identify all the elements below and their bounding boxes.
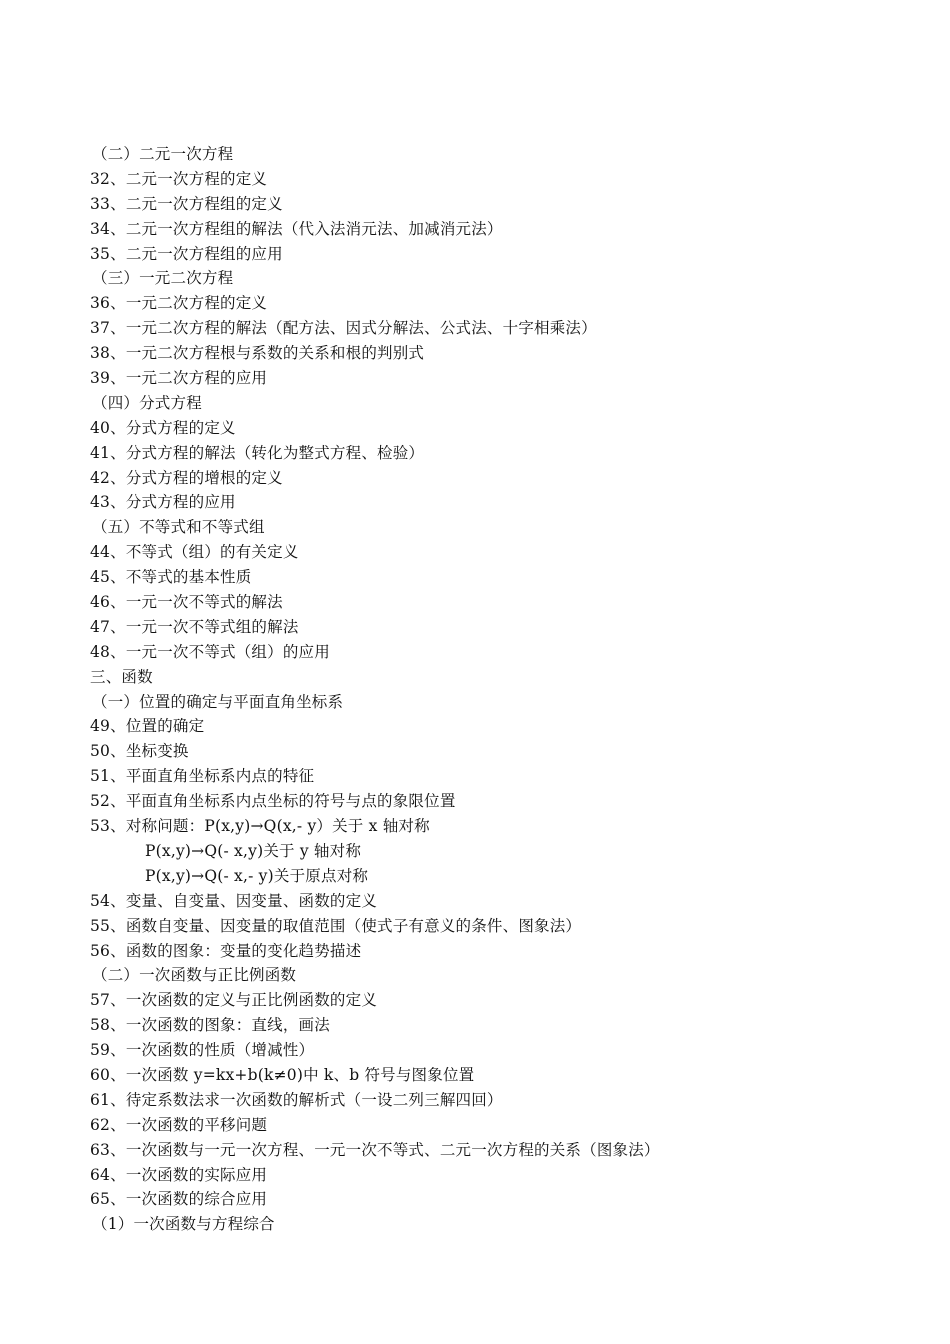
outline-item: 44、不等式（组）的有关定义 bbox=[90, 543, 299, 562]
outline-item: 65、一次函数的综合应用 bbox=[90, 1190, 268, 1209]
outline-item: 52、平面直角坐标系内点坐标的符号与点的象限位置 bbox=[90, 792, 456, 811]
outline-item: 59、一次函数的性质（增减性） bbox=[90, 1041, 315, 1060]
outline-item: 40、分式方程的定义 bbox=[90, 418, 236, 437]
outline-item: 54、变量、自变量、因变量、函数的定义 bbox=[90, 891, 378, 910]
outline-item: 56、函数的图象：变量的变化趋势描述 bbox=[90, 941, 362, 960]
outline-item: 37、一元二次方程的解法（配方法、因式分解法、公式法、十字相乘法） bbox=[90, 319, 597, 338]
outline-item: 39、一元二次方程的应用 bbox=[90, 369, 268, 388]
section-heading: （四）分式方程 bbox=[92, 393, 202, 412]
outline-item: 35、二元一次方程组的应用 bbox=[90, 244, 283, 263]
outline-item: 53、对称问题：P(x,y)→Q(x,- y）关于 x 轴对称 bbox=[90, 817, 430, 836]
section-heading: （1）一次函数与方程综合 bbox=[92, 1215, 275, 1234]
outline-item: 61、待定系数法求一次函数的解析式（一设二列三解四回） bbox=[90, 1090, 503, 1109]
outline-item: 32、二元一次方程的定义 bbox=[90, 169, 268, 188]
outline-item: 38、一元二次方程根与系数的关系和根的判别式 bbox=[90, 344, 425, 363]
section-heading: （二）二元一次方程 bbox=[92, 145, 234, 163]
outline-item: 34、二元一次方程组的解法（代入法消元法、加减消元法） bbox=[90, 219, 503, 238]
outline-item: 41、分式方程的解法（转化为整式方程、检验） bbox=[90, 443, 425, 462]
outline-item: 46、一元一次不等式的解法 bbox=[90, 593, 283, 612]
outline-item: 55、函数自变量、因变量的取值范围（使式子有意义的条件、图象法） bbox=[90, 916, 582, 935]
outline-item: 43、分式方程的应用 bbox=[90, 493, 236, 512]
outline-item: 57、一次函数的定义与正比例函数的定义 bbox=[90, 991, 378, 1010]
outline-item: 36、一元二次方程的定义 bbox=[90, 294, 268, 313]
outline-item: 42、分式方程的增根的定义 bbox=[90, 468, 283, 487]
outline-item: 51、平面直角坐标系内点的特征 bbox=[90, 767, 315, 786]
section-heading: （二）一次函数与正比例函数 bbox=[92, 966, 297, 985]
outline-item: 63、一次函数与一元一次方程、一元一次不等式、二元一次方程的关系（图象法） bbox=[90, 1140, 660, 1159]
outline-item: 60、一次函数 y=kx+b(k≠0)中 k、b 符号与图象位置 bbox=[90, 1065, 475, 1084]
outline-item: 33、二元一次方程组的定义 bbox=[90, 194, 283, 213]
section-heading: （一）位置的确定与平面直角坐标系 bbox=[92, 692, 344, 711]
outline-item: 47、一元一次不等式组的解法 bbox=[90, 617, 299, 636]
section-heading: （五）不等式和不等式组 bbox=[92, 518, 265, 537]
outline-item: 58、一次函数的图象：直线，画法 bbox=[90, 1016, 330, 1035]
outline-item: P(x,y)→Q(- x,- y)关于原点对称 bbox=[145, 866, 369, 885]
outline-item: 50、坐标变换 bbox=[90, 742, 189, 761]
section-heading: （三）一元二次方程 bbox=[92, 269, 234, 288]
outline-item: 49、位置的确定 bbox=[90, 717, 205, 736]
outline-item: 48、一元一次不等式（组）的应用 bbox=[90, 642, 330, 661]
outline-item: 45、不等式的基本性质 bbox=[90, 568, 252, 587]
outline-item: P(x,y)→Q(- x,y)关于 y 轴对称 bbox=[145, 841, 362, 860]
outline-item: 三、函数 bbox=[90, 667, 153, 686]
outline-item: 64、一次函数的实际应用 bbox=[90, 1165, 268, 1184]
outline-list bbox=[90, 142, 870, 1237]
outline-item: 62、一次函数的平移问题 bbox=[90, 1115, 268, 1134]
